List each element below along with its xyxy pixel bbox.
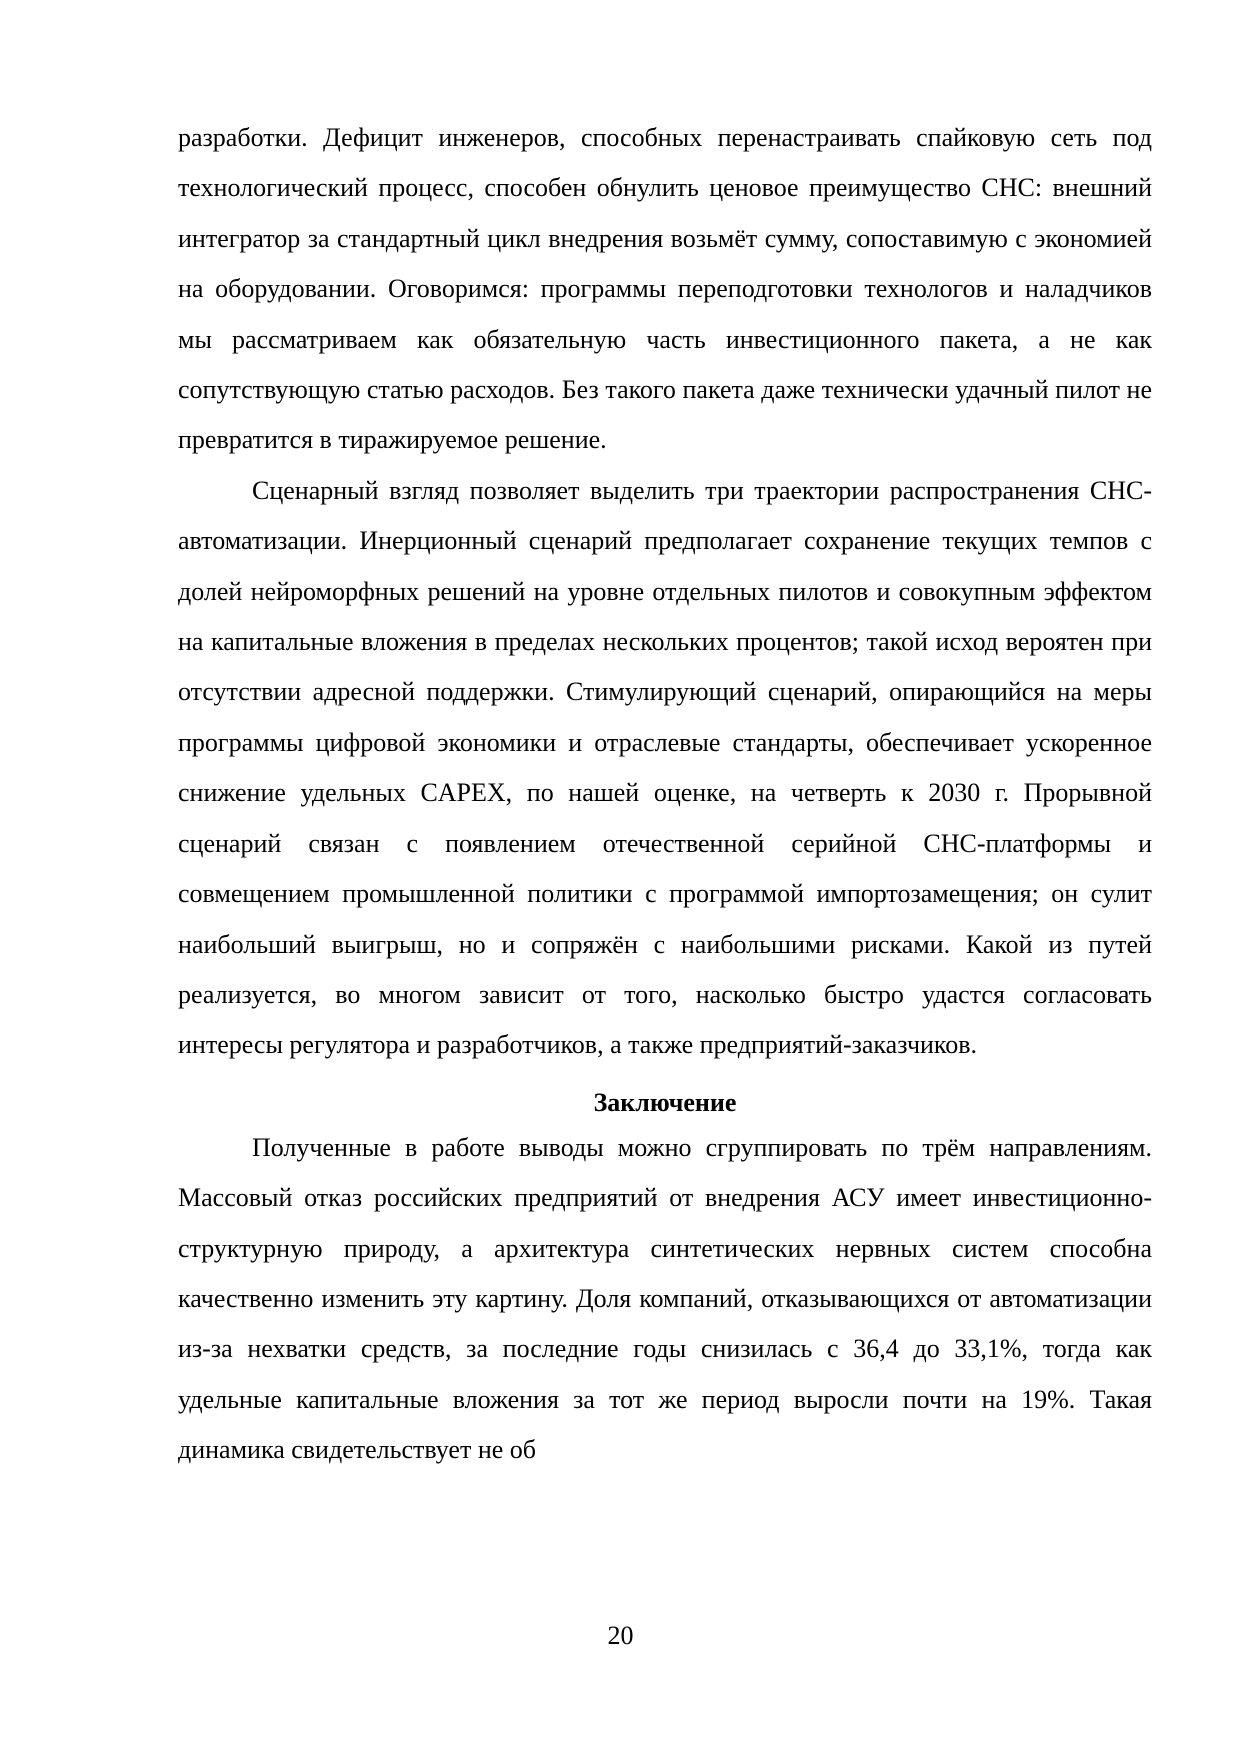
paragraph-conclusion: Полученные в работе выводы можно сгруппировать по трём направлениям. Массовый отказ российских предприятий от внедрения АСУ имеет инвестиционно-структурную природу, а архитектура синтетических нервных систем способна качественно изменить эту картину. Доля компаний, отказывающихся от автоматизации из-за нехватки средств, за последние годы снизилась с 36,4 до 33,1%, тогда как удельные капитальные вложения за тот же период выросли почти на 19%. Такая динамика свидетельствует не об	[178, 1132, 1152, 1465]
document-page	[178, 113, 1152, 1633]
page-number: 20	[607, 1621, 634, 1650]
paragraph-continuation: разработки. Дефицит инженеров, способных перенастраивать спайковую сеть под технологический процесс, способен обнулить ценовое преимущество СНС: внешний интегратор за стандартный цикл внедрения возьмёт сумму, сопоставимую с экономией на оборудовании. Оговоримся: программы переподготовки технологов и наладчиков мы рассматриваем как обязательную часть инвестиционного пакета, а не как сопутствующую статью расходов. Без такого пакета даже технически удачный пилот не превратится в тиражируемое решение.	[178, 123, 1152, 455]
section-heading-conclusion: Заключение	[593, 1087, 737, 1117]
paragraph-scenarios: Сценарный взгляд позволяет выделить три траектории распространения СНС-автоматизации. Инерционный сценарий предполагает сохранение текущих темпов с долей нейроморфных решений на уровне отдельных пилотов и совокупным эффектом на капитальные вложения в пределах нескольких процентов; такой исход вероятен при отсутствии адресной поддержки. Стимулирующий сценарий, опирающийся на меры программы цифровой экономики и отраслевые стандарты, обеспечивает ускоренное снижение удельных CAPEX, по нашей оценке, на четверть к 2030 г. Прорывной сценарий связан с появлением отечественной серийной СНС-платформы и совмещением промышленной политики с программой импортозамещения; он сулит наибольший выигрыш, но и сопряжён с наибольшими рисками. Какой из путей реализуется, во многом зависит от того, насколько быстро удастся согласовать интересы регулятора и разработчиков, а также предприятий-заказчиков.	[178, 475, 1152, 1060]
